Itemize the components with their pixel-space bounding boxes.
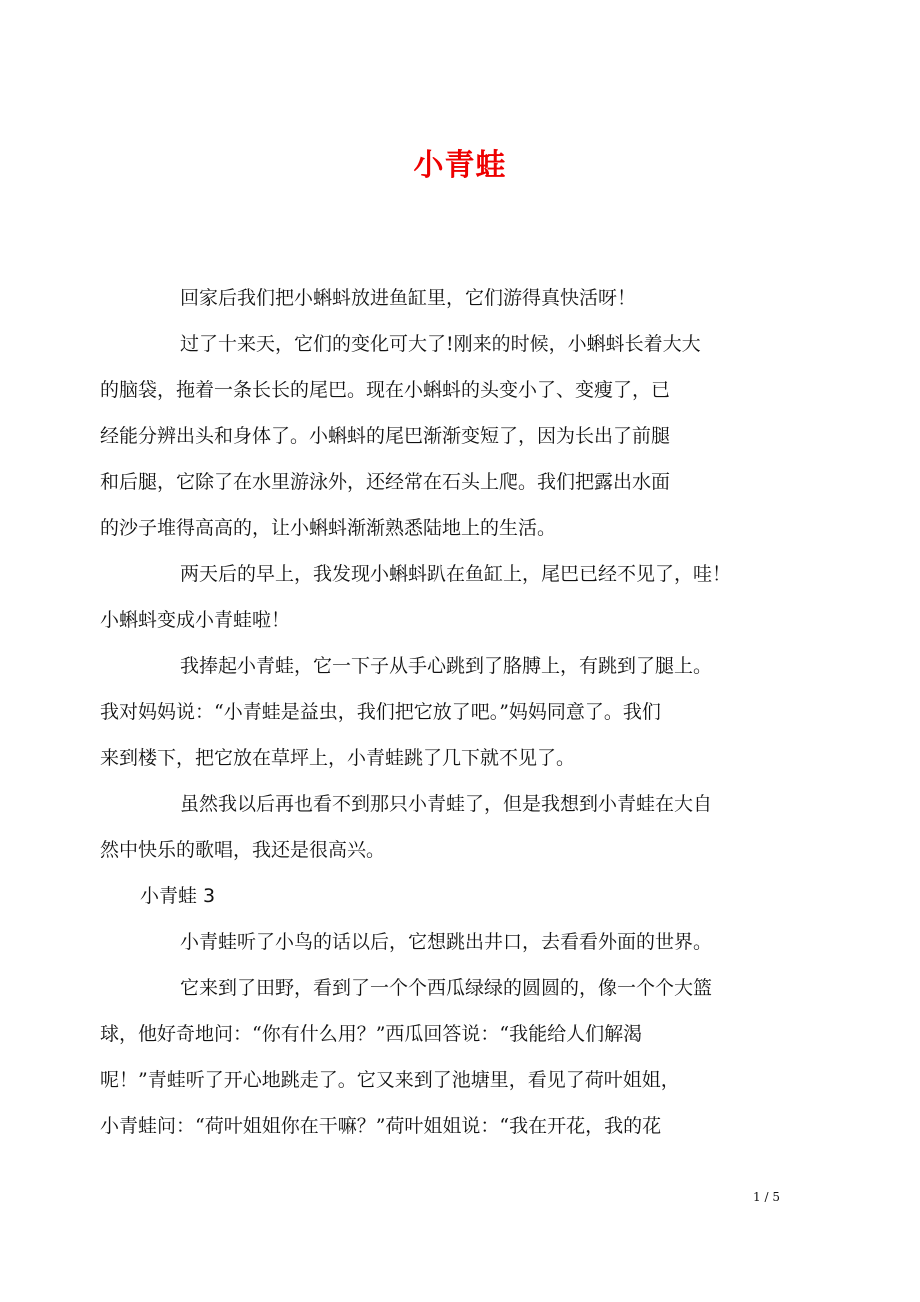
- paragraph-1: [140, 275, 800, 321]
- section-heading: 小青蛙 3: [140, 885, 216, 907]
- paragraph-line: 和后腿，它除了在水里游泳外，还经常在石头上爬。我们把露出水面: [100, 471, 671, 493]
- document-title: 小青蛙: [413, 148, 507, 183]
- paragraph-line: 然中快乐的歌唱，我还是很高兴。: [100, 839, 386, 861]
- page-number: 1 / 5: [753, 1190, 780, 1204]
- paragraph-line: 小蝌蚪变成小青蛙啦！: [100, 609, 291, 631]
- paragraph-line: 虽然我以后再也看不到那只小青蛙了，但是我想到小青蛙在大自: [180, 793, 713, 815]
- paragraph-4: [100, 643, 800, 781]
- paragraph-line: 的脑袋，拖着一条长长的尾巴。现在小蝌蚪的头变小了、变瘦了，已: [100, 379, 671, 401]
- paragraph-line: 我对妈妈说：“小青蛙是益虫，我们把它放了吧。”妈妈同意了。我们: [100, 701, 661, 723]
- paragraph-7: [100, 965, 800, 1149]
- paragraph-line: 过了十来天，它们的变化可大了!刚来的时候，小蝌蚪长着大大: [180, 333, 701, 355]
- paragraph-6: [140, 919, 800, 965]
- paragraph-2: [100, 321, 800, 551]
- paragraph-3: [100, 551, 800, 643]
- paragraph-line: 的沙子堆得高高的，让小蝌蚪渐渐熟悉陆地上的生活。: [100, 517, 557, 539]
- paragraph-5: [100, 781, 800, 873]
- paragraph-line: 呢！”青蛙听了开心地跳走了。它又来到了池塘里，看见了荷叶姐姐，: [100, 1069, 680, 1091]
- paragraph-line: 它来到了田野，看到了一个个西瓜绿绿的圆圆的，像一个个大篮: [180, 977, 713, 999]
- paragraph-line: 小青蛙听了小鸟的话以后，它想跳出井口，去看看外面的世界。: [180, 931, 713, 953]
- paragraph-line: 回家后我们把小蝌蚪放进鱼缸里，它们游得真快活呀！: [180, 287, 637, 309]
- paragraph-line: 来到楼下，把它放在草坪上，小青蛙跳了几下就不见了。: [100, 747, 576, 769]
- paragraph-line: 经能分辨出头和身体了。小蝌蚪的尾巴渐渐变短了，因为长出了前腿: [100, 425, 671, 447]
- paragraph-line: 两天后的早上，我发现小蝌蚪趴在鱼缸上，尾巴已经不见了，哇！: [180, 563, 732, 585]
- document-body: [100, 275, 800, 1149]
- paragraph-line: 我捧起小青蛙，它一下子从手心跳到了胳膊上，有跳到了腿上。: [180, 655, 713, 677]
- paragraph-line: 球，他好奇地问：“你有什么用？”西瓜回答说：“我能给人们解渴: [100, 1023, 643, 1045]
- paragraph-line: 小青蛙问：“荷叶姐姐你在干嘛？”荷叶姐姐说：“我在开花，我的花: [100, 1115, 662, 1137]
